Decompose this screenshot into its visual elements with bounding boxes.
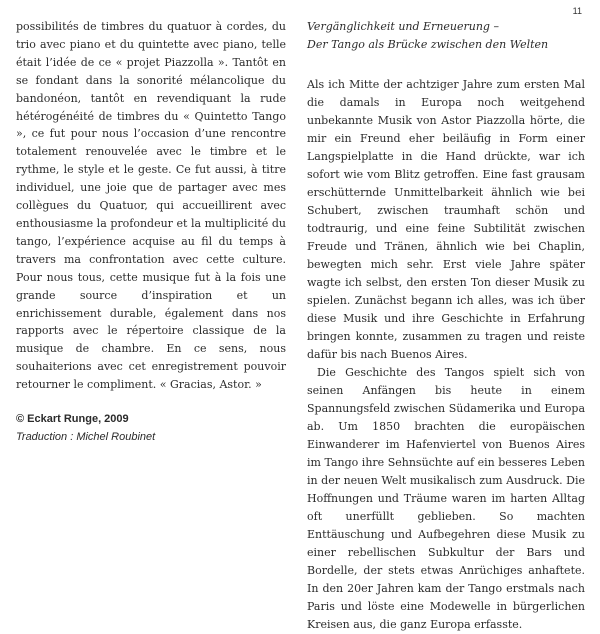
left-column [16,18,286,446]
german-paragraph-2: Die Geschichte des Tangos spielt sich von seinen Anfängen bis heute in einem Spannungsfeld zwischen Südamerika und Europa ab. Um 1850 brachten die europäischen Einwanderer im Hafenviertel von Buenos Aires im Tango ihre Sehnsüchte auf ein besseres Leben in der neuen Welt musikalisch zum Ausdruck. Die Hoffnungen und Träume waren im harten Alltag oft unerfüllt geblieben. So machten Enttäuschung und Aufbegehren diese Musik zu einer rebellischen Subkultur der Bars und Bordelle, der stets etwas Anrüchiges anhaftete. In den 20er Jahren kam der Tango erstmals nach Paris und löste eine Modewelle in bürgerlichen Kreisen aus, die ganz Europa erfasste. [307,366,585,631]
section-heading-line-1: Vergänglichkeit und Erneuerung – [307,20,499,33]
page-number: 11 [572,6,582,16]
right-column [307,18,585,634]
section-heading [307,18,585,54]
german-paragraph-1: Als ich Mitte der achtziger Jahre zum ersten Mal die damals in Europa noch weitgehend unbekannte Musik von Astor Piazzolla hörte, die mir ein Freund eher beiläufig in Form einer Langspielplatte in die Hand drückte, war ich sofort wie vom Blitz getroffen. Eine fast grausam erschütternde Unmittelbarkeit ähnlich wie bei Schubert, zwischen traumhaft schön und todtraurig, und eine feine Subtilität zwischen Freude und Tränen, ähnlich wie bei Chaplin, bewegten mich sehr. Erst viele Jahre später wagte ich selbst, den ersten Ton dieser Musik zu spielen. Zunächst begann ich alles, was ich über diese Musik und ihre Geschichte in Erfahrung bringen konnte, zusammen zu tragen und reiste dafür bis nach Buenos Aires. [307,78,585,361]
section-heading-line-2: Der Tango als Brücke zwischen den Welten [307,38,549,51]
credit-translation: Traduction : Michel Roubinet [16,431,156,444]
german-body [307,76,585,634]
credit-author: © Eckart Runge, 2009 [16,413,129,426]
french-paragraph: possibilités de timbres du quatuor à cordes, du trio avec piano et du quintette avec piano, telle était l’idée de ce « projet Piazzolla ». Tantôt en se fondant dans la sonorité mélancolique du bandonéon, tantôt en revendiquant la rude hétérogénéité de timbres du « Quintetto Tango », ce fut pour nous l’occasion d’une rencontre totalement renouvelée avec le timbre et le rythme, le style et le geste. Ce fut aussi, à titre individuel, une joie que de partager avec mes collègues du Quatuor, qui accueillirent avec enthousiasme la profondeur et la multiplicité du tango, l’expérience acquise au fil du temps à travers ma confrontation avec cette culture. Pour nous tous, cette musique fut à la fois une grande source d’inspiration et un enrichissement durable, également dans nos rapports avec le répertoire classique de la musique de chambre. En ce sens, nous souhaiterions avec cet enregistrement pouvoir retourner le compliment. « Gracias, Astor. » [16,20,286,392]
credit-block [16,410,286,446]
